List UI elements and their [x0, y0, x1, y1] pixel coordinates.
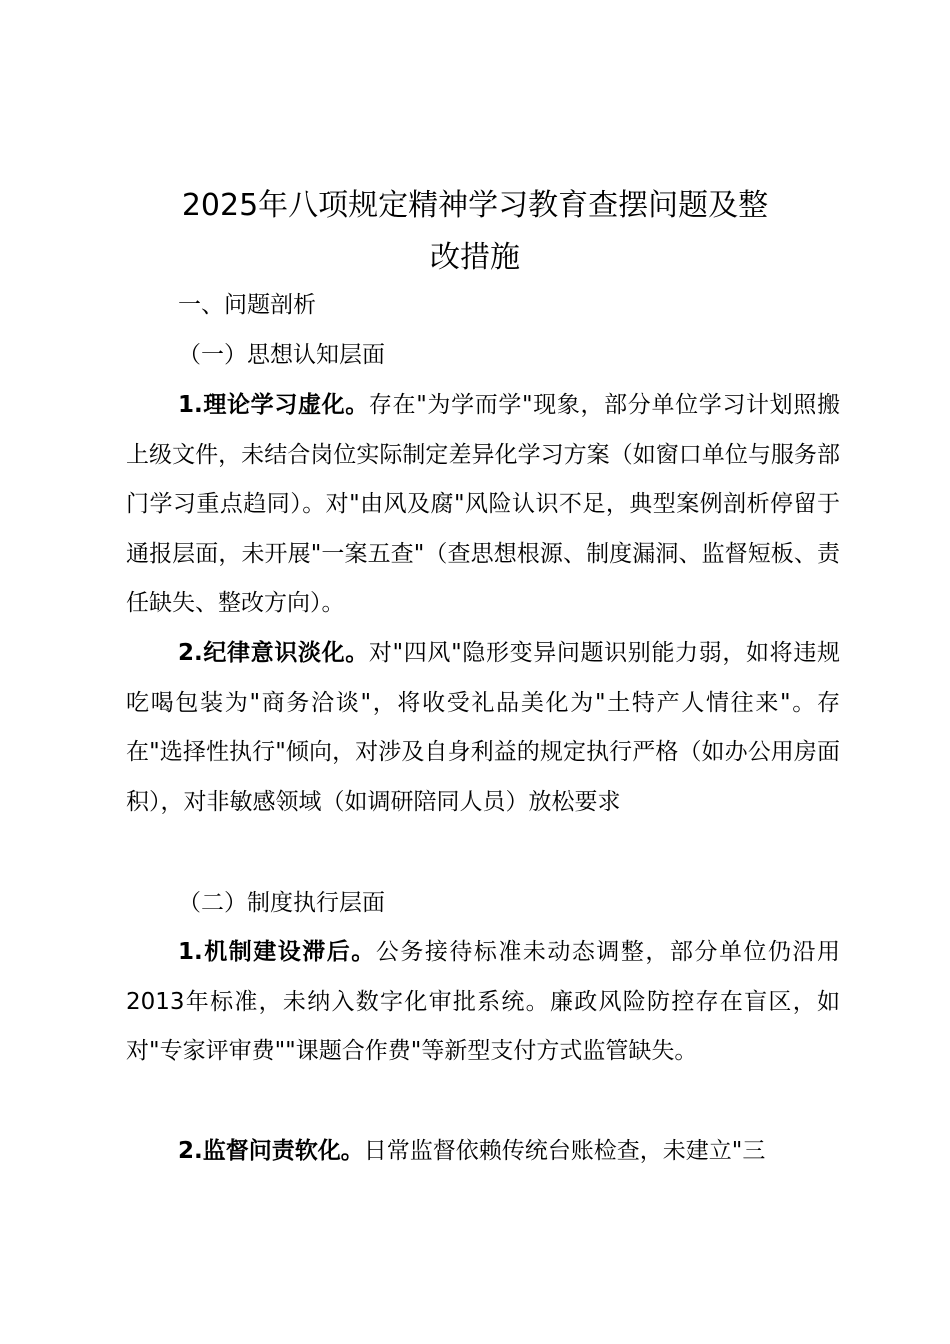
subsection-heading-institution: （二）制度执行层面 [178, 890, 385, 916]
paragraph-mechanism-building [126, 928, 840, 1077]
paragraph-body: 公务接待标准未动态调整，部分单位仍沿用2013年标准，未纳入数字化审批系统。廉政风险防控存在盲区，如对"专家评审费""课题合作费"等新型支付方式监管缺失。 [126, 939, 841, 1064]
title-line-2: 改措施 [430, 240, 520, 275]
paragraph-body: 对"四风"隐形变异问题识别能力弱，如将违规吃喝包装为"商务洽谈"，将收受礼品美化为"土特产人情往来"。存在"选择性执行"倾向，对涉及自身利益的规定执行严格（如办公用房面积），对非敏感领域（如调研陪同人员）放松要求 [126, 640, 840, 815]
paragraph-discipline-awareness [126, 629, 840, 827]
paragraph-lead: 2.监督问责软化。 [178, 1138, 364, 1164]
paragraph-supervision-accountability [126, 1127, 840, 1177]
section-heading-problem-analysis: 一、问题剖析 [178, 292, 316, 318]
paragraph-theory-study [126, 381, 840, 629]
subsection-heading-ideology: （一）思想认知层面 [178, 342, 385, 368]
paragraph-body: 存在"为学而学"现象，部分单位学习计划照搬上级文件，未结合岗位实际制定差异化学习方案（如窗口单位与服务部门学习重点趋同）。对"由风及腐"风险认识不足，典型案例剖析停留于通报层面，未开展"一案五查"（查思想根源、制度漏洞、监督短板、责任缺失、整改方向）。 [126, 392, 840, 616]
title-line-1: 2025年八项规定精神学习教育查摆问题及整 [181, 188, 769, 223]
paragraph-lead: 1.机制建设滞后。 [178, 939, 376, 965]
paragraph-lead: 2.纪律意识淡化。 [178, 640, 369, 666]
paragraph-lead: 1.理论学习虚化。 [178, 392, 369, 418]
paragraph-body: 日常监督依赖传统台账检查，未建立"三 [363, 1138, 766, 1164]
document-title [118, 180, 832, 284]
